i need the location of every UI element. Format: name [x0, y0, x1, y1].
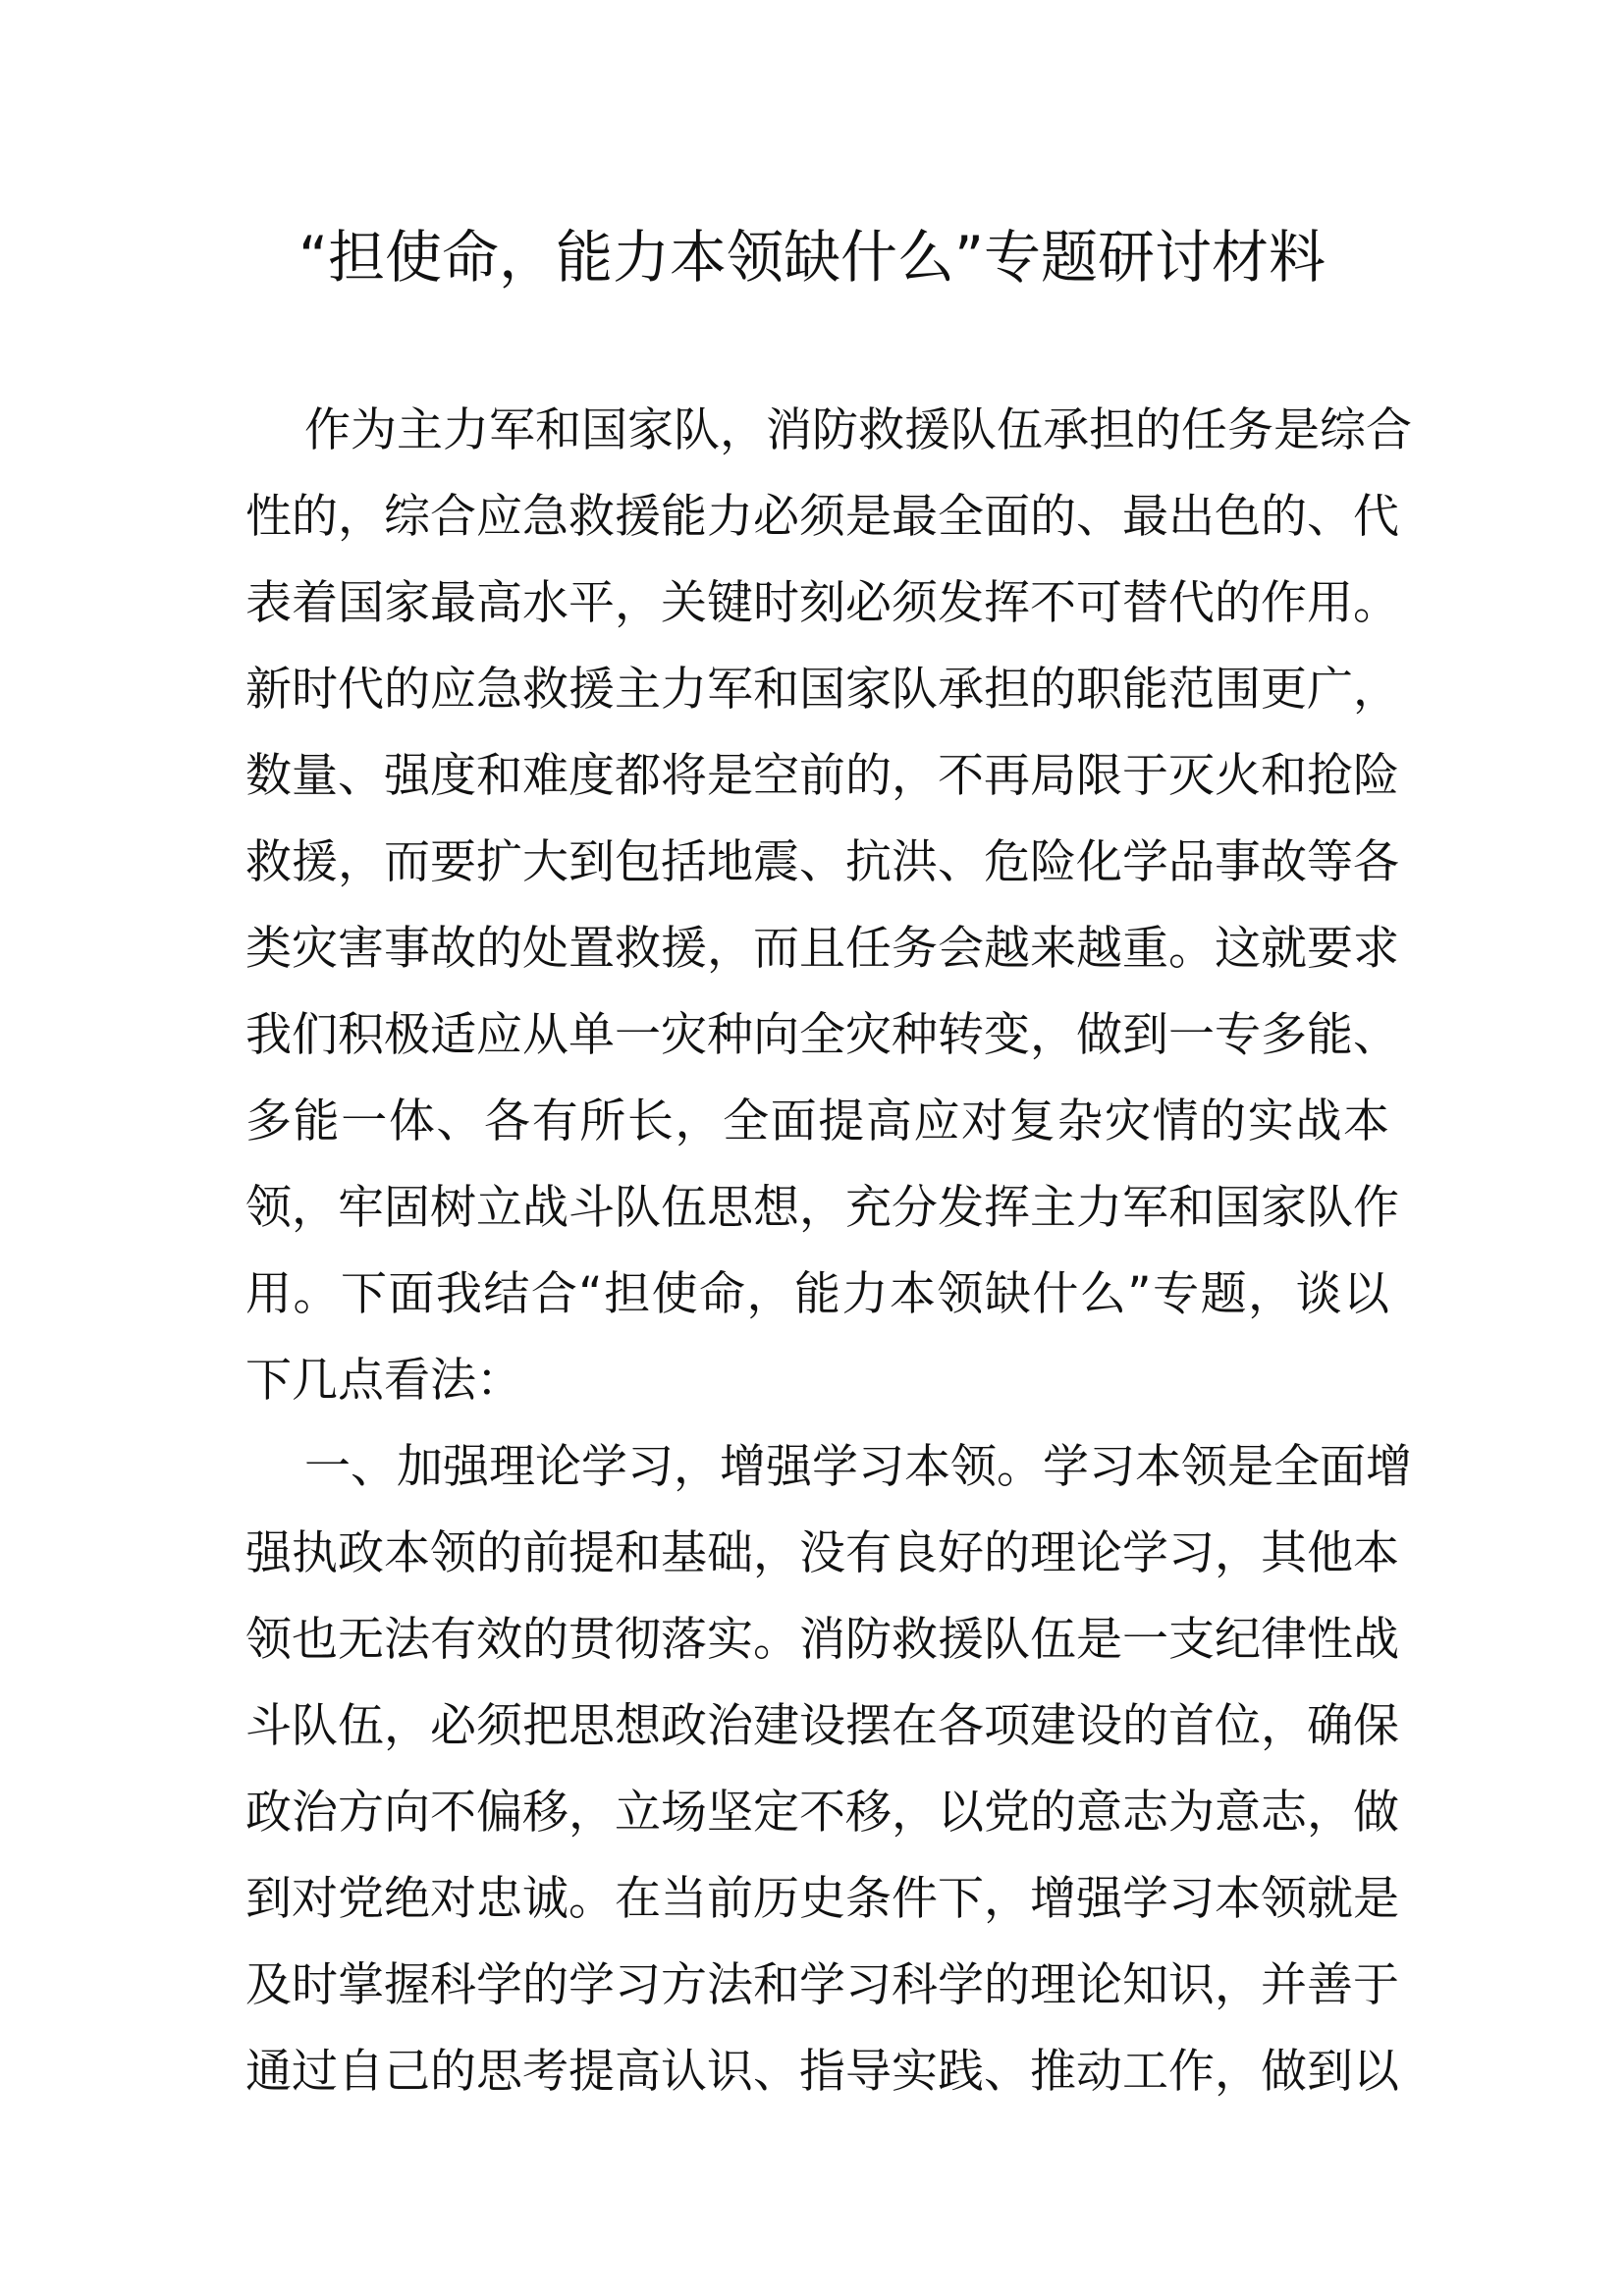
paragraph-1-line-9: 多能一体、各有所长，全面提高应对复杂灾情的实战本	[245, 1095, 1389, 1148]
paragraph-1-line-2: 性的，综合应急救援能力必须是最全面的、最出色的、代	[245, 490, 1399, 544]
paragraph-2-line-7: 及时掌握科学的学习方法和学习科学的理论知识，并善于	[245, 1958, 1399, 2012]
paragraph-1-line-7: 类灾害事故的处置救援，而且任务会越来越重。这就要求	[245, 922, 1399, 976]
document-body	[245, 388, 1412, 2115]
paragraph-1-line-3: 表着国家最高水平，关键时刻必须发挥不可替代的作用。	[245, 576, 1399, 630]
paragraph-1-line-8: 我们积极适应从单一灾种向全灾种转变，做到一专多能、	[245, 1008, 1399, 1062]
paragraph-2-line-6: 到对党绝对忠诚。在当前历史条件下，增强学习本领就是	[245, 1872, 1399, 1926]
paragraph-1-line-10: 领，牢固树立战斗队伍思想，充分发挥主力军和国家队作	[245, 1181, 1399, 1235]
paragraph-2-line-2: 强执政本领的前提和基础，没有良好的理论学习，其他本	[245, 1526, 1399, 1580]
paragraph-1-line-11: 用。下面我结合“担使命，能力本领缺什么”专题，谈以	[245, 1267, 1389, 1321]
paragraph-2-line-3: 领也无法有效的贯彻落实。消防救援队伍是一支纪律性战	[245, 1613, 1399, 1667]
paragraph-1-line-4: 新时代的应急救援主力军和国家队承担的职能范围更广，	[245, 663, 1399, 717]
document-title: “担使命，能力本领缺什么”专题研讨材料	[298, 224, 1326, 291]
paragraph-1-line-5: 数量、强度和难度都将是空前的，不再局限于灭火和抢险	[245, 749, 1399, 803]
paragraph-2-line-8: 通过自己的思考提高认识、指导实践、推动工作，做到以	[245, 2045, 1399, 2099]
paragraph-1-line-1: 作为主力军和国家队，消防救援队伍承担的任务是综合	[304, 403, 1412, 457]
paragraph-2-line-1: 一、加强理论学习，增强学习本领。学习本领是全面增	[304, 1440, 1412, 1494]
paragraph-1-line-6: 救援，而要扩大到包括地震、抗洪、危险化学品事故等各	[245, 835, 1399, 889]
paragraph-1-line-12: 下几点看法：	[245, 1354, 522, 1408]
paragraph-2-line-5: 政治方向不偏移，立场坚定不移，以党的意志为意志，做	[245, 1786, 1399, 1840]
paragraph-2-line-4: 斗队伍，必须把思想政治建设摆在各项建设的首位，确保	[245, 1699, 1399, 1753]
